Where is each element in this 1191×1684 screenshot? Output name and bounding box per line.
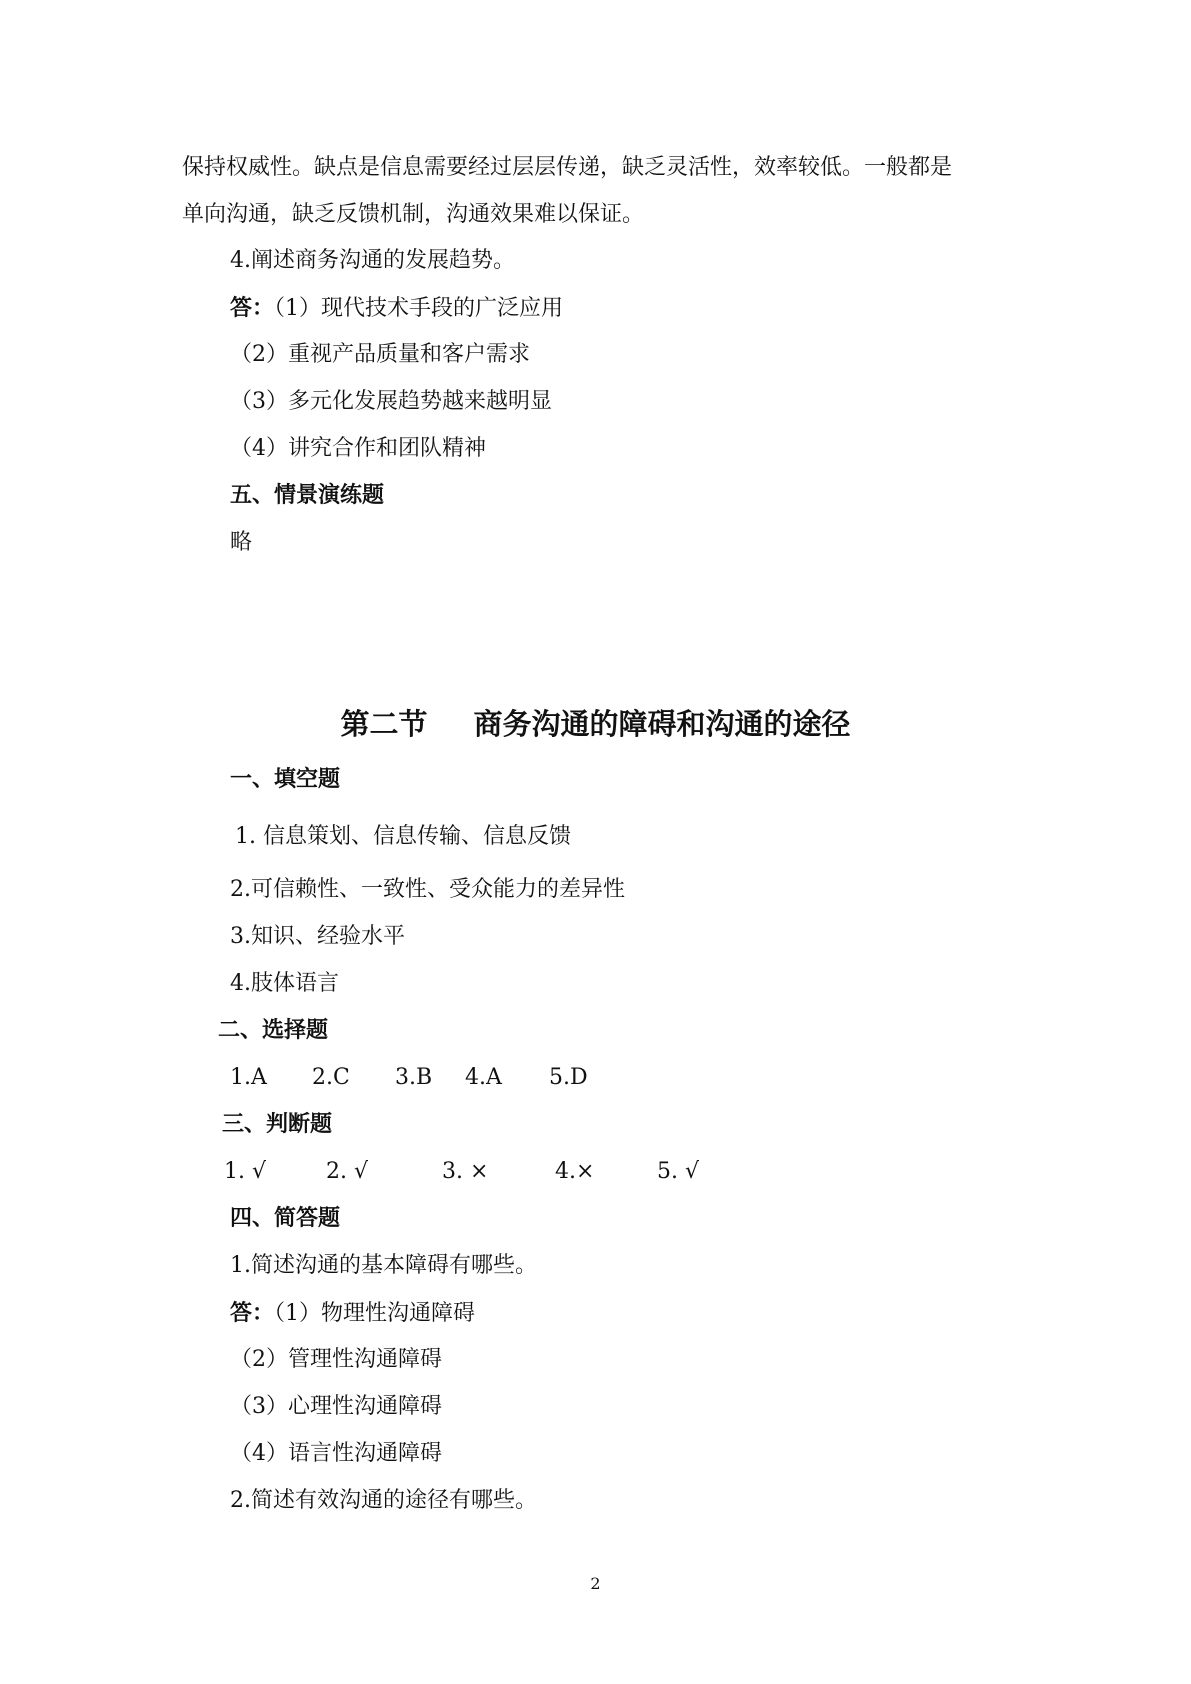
answer-item: （3）心理性沟通障碍 <box>230 1394 442 1419</box>
section-heading: 三、判断题 <box>222 1112 333 1137</box>
section-heading: 五、情景演练题 <box>230 483 385 508</box>
list-item: 3.知识、经验水平 <box>230 924 405 949</box>
choice-answer: 5.D <box>549 1065 588 1090</box>
answer-item: （1）现代技术手段的广泛应用 <box>274 296 564 321</box>
judgment-answers-row <box>0 1157 1191 1187</box>
section-heading: 一、填空题 <box>230 767 341 792</box>
judgment-answer: 3. × <box>442 1159 489 1184</box>
paragraph-line: 单向沟通，缺乏反馈机制，沟通效果难以保证。 <box>182 202 645 227</box>
judgment-answer: 1. √ <box>224 1159 267 1184</box>
choice-answer: 4.A <box>465 1065 502 1090</box>
judgment-answer: 4.× <box>555 1159 595 1184</box>
choice-answer: 3.B <box>395 1065 433 1090</box>
section-heading: 二、选择题 <box>218 1018 329 1043</box>
answer-line <box>230 293 563 324</box>
choice-answer: 2.C <box>312 1065 350 1090</box>
answer-item: （4）讲究合作和团队精神 <box>230 436 486 461</box>
section-number: 第二节 <box>340 707 428 741</box>
question-prompt: 2.简述有效沟通的途径有哪些。 <box>230 1488 537 1513</box>
answer-label: 答： <box>230 1300 275 1326</box>
answer-item: （1）物理性沟通障碍 <box>274 1301 476 1326</box>
choice-answer: 1.A <box>230 1065 267 1090</box>
answer-item: （2）重视产品质量和客户需求 <box>230 342 530 367</box>
question-prompt: 4.阐述商务沟通的发展趋势。 <box>230 248 515 273</box>
list-item: 2.可信赖性、一致性、受众能力的差异性 <box>230 877 625 902</box>
answer-line <box>230 1298 475 1329</box>
section-content: 略 <box>230 530 253 555</box>
section-heading: 四、简答题 <box>230 1206 341 1231</box>
judgment-answer: 5. √ <box>657 1159 700 1184</box>
page-title <box>0 706 1191 742</box>
choice-answers-row <box>0 1063 1191 1093</box>
judgment-answer: 2. √ <box>326 1159 369 1184</box>
paragraph-line: 保持权威性。缺点是信息需要经过层层传递，缺乏灵活性，效率较低。一般都是 <box>182 155 953 180</box>
section-title-text: 商务沟通的障碍和沟通的途径 <box>473 707 851 741</box>
answer-item: （2）管理性沟通障碍 <box>230 1347 442 1372</box>
answer-label: 答： <box>230 295 275 321</box>
list-item: 4.肢体语言 <box>230 971 339 996</box>
answer-item: （4）语言性沟通障碍 <box>230 1441 442 1466</box>
list-item: 1. 信息策划、信息传输、信息反馈 <box>235 824 571 849</box>
page-number: 2 <box>590 1574 601 1593</box>
answer-item: （3）多元化发展趋势越来越明显 <box>230 389 552 414</box>
question-prompt: 1.简述沟通的基本障碍有哪些。 <box>230 1253 537 1278</box>
